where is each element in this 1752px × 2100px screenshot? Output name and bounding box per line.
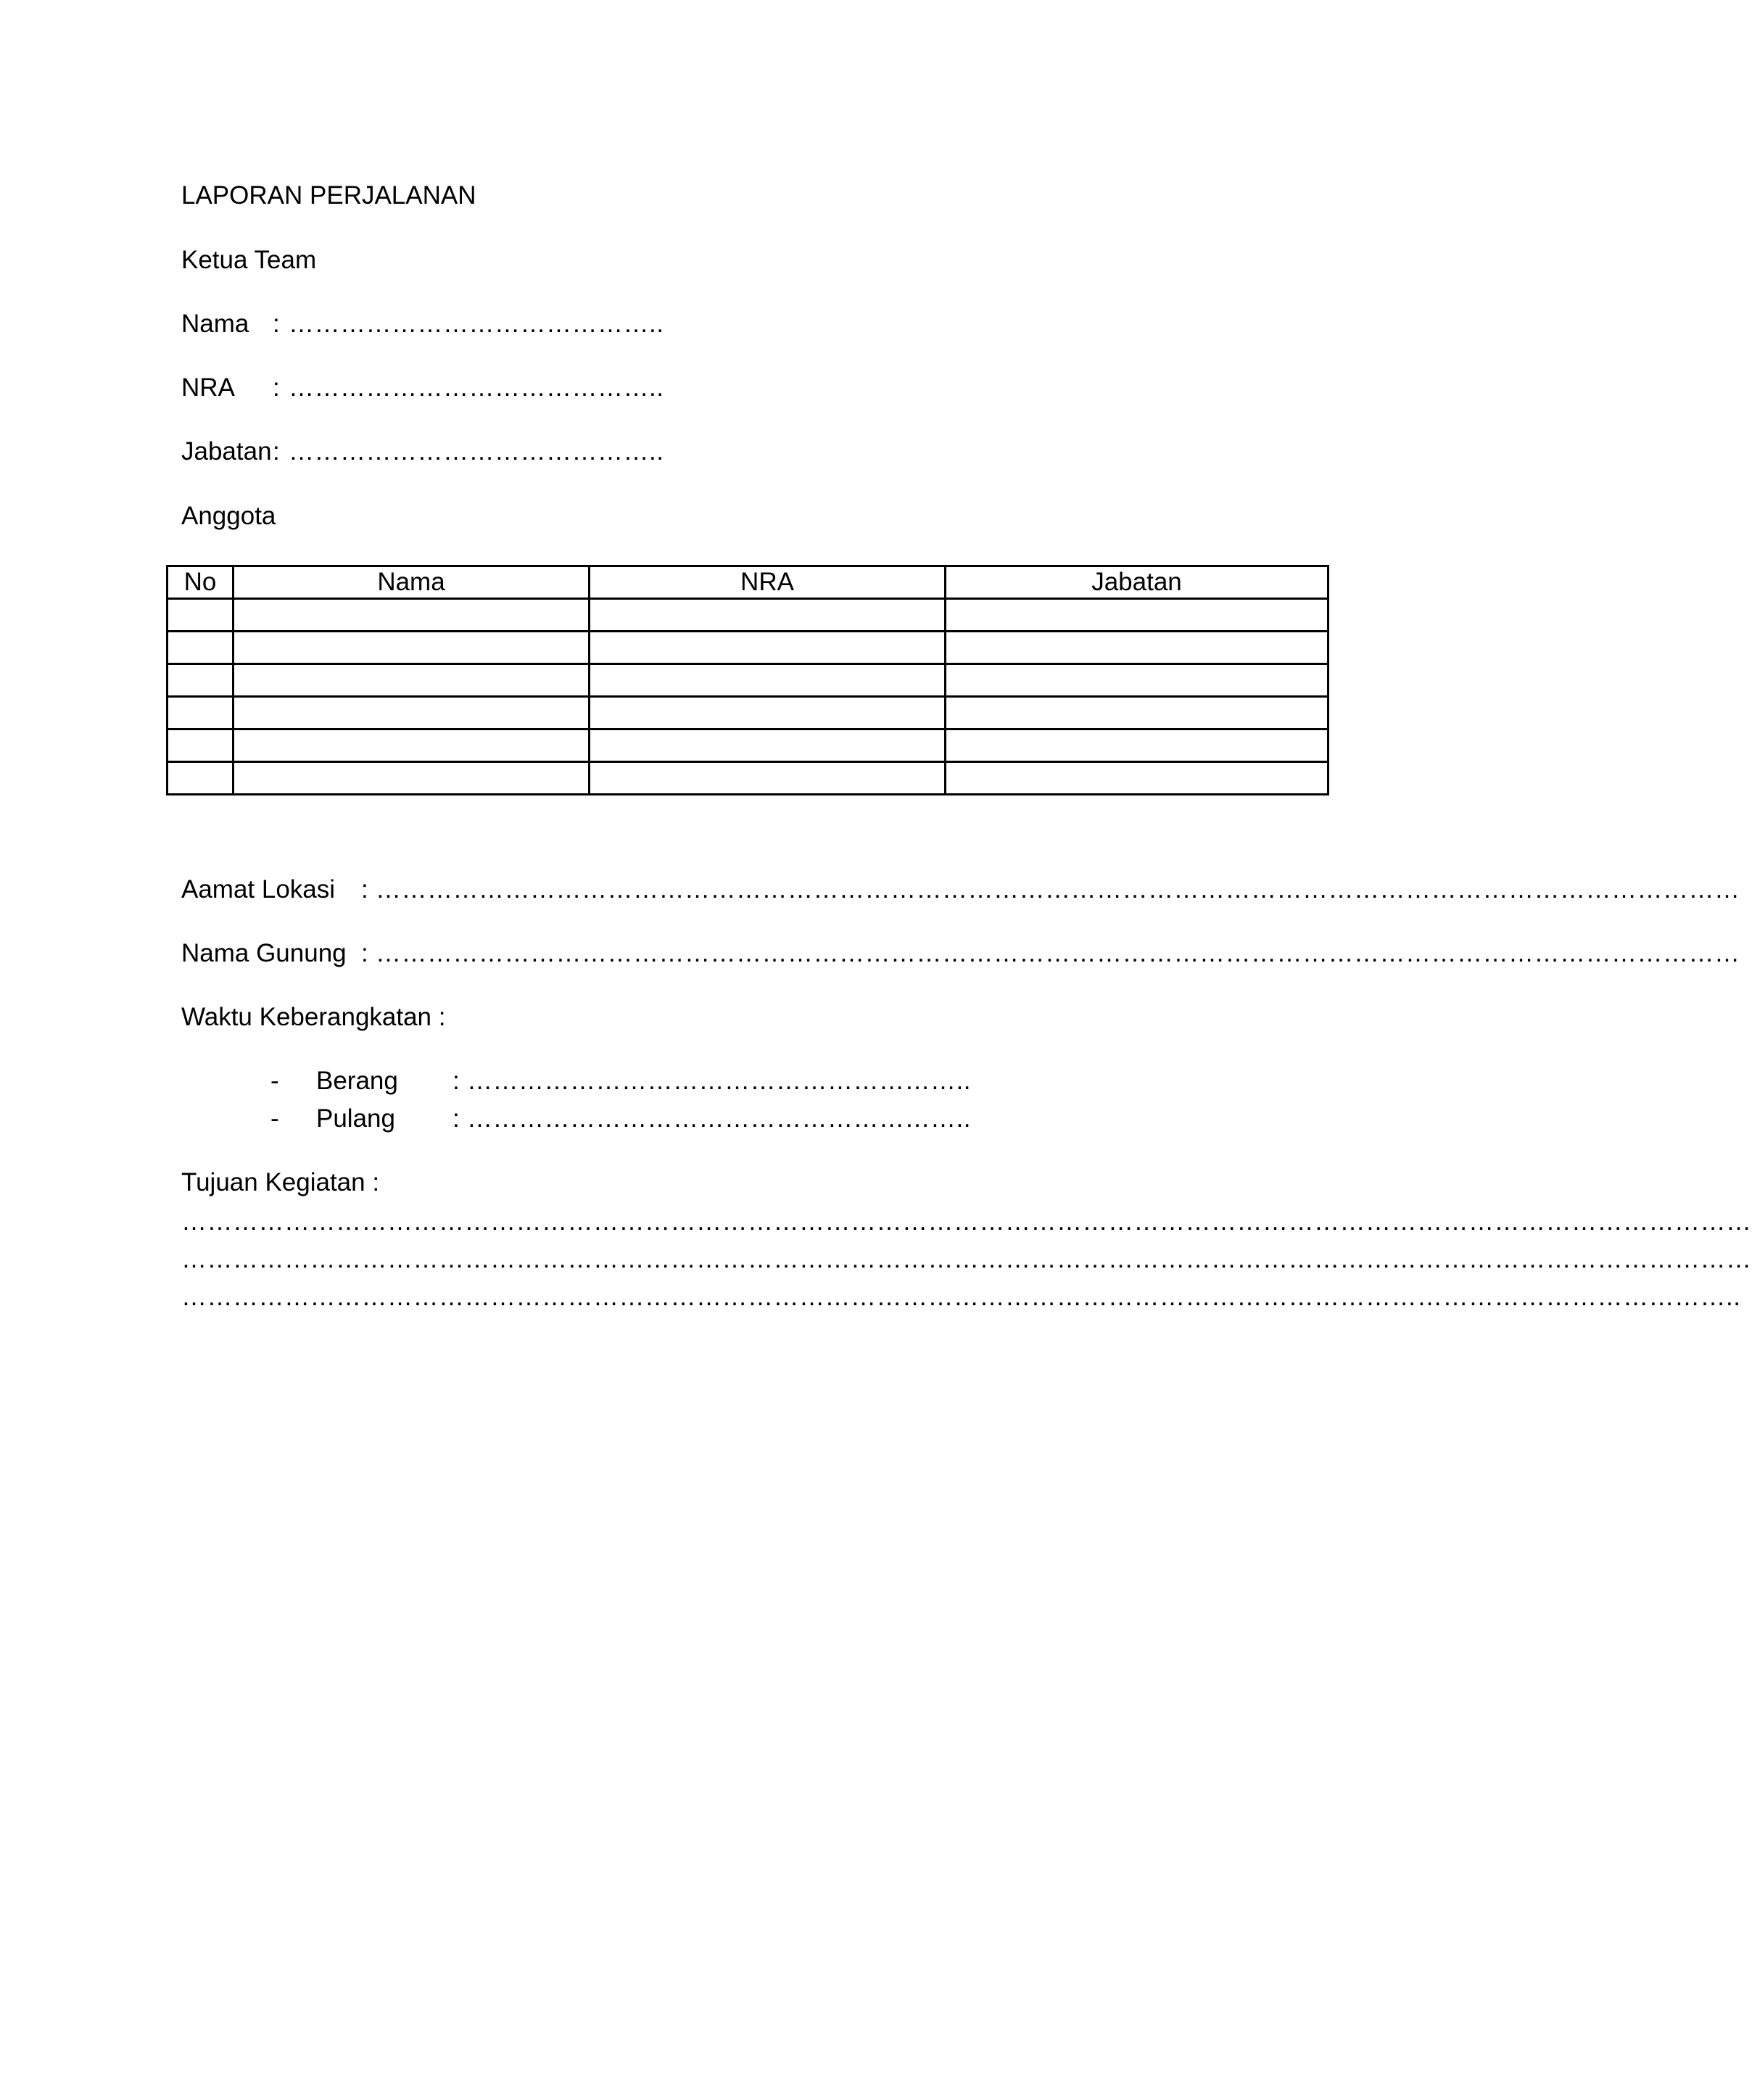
table-cell[interactable] bbox=[168, 632, 234, 664]
field-colon: : bbox=[361, 875, 368, 904]
table-cell[interactable] bbox=[946, 762, 1329, 795]
table-cell[interactable] bbox=[946, 599, 1329, 632]
table-header-row bbox=[168, 566, 1329, 599]
table-cell[interactable] bbox=[168, 762, 234, 795]
purpose-heading: Tujuan Kegiatan : bbox=[181, 1168, 380, 1196]
column-header-no: No bbox=[168, 566, 234, 599]
departure-dots[interactable]: ………………………………………………….. bbox=[467, 1067, 971, 1095]
report-title: LAPORAN PERJALANAN bbox=[181, 181, 476, 210]
table-cell[interactable] bbox=[590, 762, 946, 795]
mountain-dots[interactable]: …………………………………………………………………………………………………………………………………………… bbox=[376, 939, 1740, 967]
field-label: Nama bbox=[181, 310, 249, 338]
table-cell[interactable] bbox=[590, 697, 946, 729]
table-row bbox=[168, 729, 1329, 762]
table-cell[interactable] bbox=[946, 697, 1329, 729]
table-cell[interactable] bbox=[168, 599, 234, 632]
departure-heading: Waktu Keberangkatan : bbox=[181, 1003, 446, 1031]
mountain-label: Nama Gunung bbox=[181, 939, 347, 967]
table-cell[interactable] bbox=[590, 664, 946, 697]
field-label: Jabatan bbox=[181, 437, 272, 466]
table-row bbox=[168, 762, 1329, 795]
field-dots[interactable]: …………………………………….. bbox=[289, 373, 664, 402]
column-header-nra: NRA bbox=[590, 566, 946, 599]
table-row bbox=[168, 599, 1329, 632]
table-cell[interactable] bbox=[590, 632, 946, 664]
table-row bbox=[168, 697, 1329, 729]
departure-label: Pulang bbox=[316, 1104, 395, 1133]
table-cell[interactable] bbox=[590, 599, 946, 632]
purpose-line[interactable]: ………………………………………………………………………………………………………………………………………………………………… bbox=[181, 1245, 1752, 1273]
location-dots[interactable]: …………………………………………………………………………………………………………………………………………… bbox=[376, 875, 1740, 904]
table-row bbox=[168, 632, 1329, 664]
field-colon: : bbox=[273, 373, 280, 402]
members-table bbox=[166, 565, 1329, 795]
table-cell[interactable] bbox=[234, 599, 590, 632]
field-colon: : bbox=[273, 310, 280, 338]
table-cell[interactable] bbox=[168, 664, 234, 697]
table-cell[interactable] bbox=[234, 632, 590, 664]
table-cell[interactable] bbox=[234, 729, 590, 762]
purpose-line[interactable]: ………………………………………………………………………………………………………………………………………………………………… bbox=[181, 1207, 1752, 1236]
leader-heading: Ketua Team bbox=[181, 246, 317, 274]
table-cell[interactable] bbox=[234, 697, 590, 729]
table-cell[interactable] bbox=[946, 729, 1329, 762]
list-dash: - bbox=[270, 1104, 279, 1133]
table-cell[interactable] bbox=[234, 664, 590, 697]
table-row bbox=[168, 664, 1329, 697]
departure-dots[interactable]: ………………………………………………….. bbox=[467, 1104, 971, 1133]
table-cell[interactable] bbox=[946, 632, 1329, 664]
column-header-jabatan: Jabatan bbox=[946, 566, 1329, 599]
table-cell[interactable] bbox=[168, 729, 234, 762]
list-dash: - bbox=[270, 1067, 279, 1095]
column-header-nama: Nama bbox=[234, 566, 590, 599]
members-heading: Anggota bbox=[181, 502, 276, 530]
purpose-line[interactable]: ……………………………………………………………………………………………………………………………………………………………….. bbox=[181, 1283, 1741, 1311]
table-cell[interactable] bbox=[234, 762, 590, 795]
location-label: Aamat Lokasi bbox=[181, 875, 336, 904]
table-cell[interactable] bbox=[168, 697, 234, 729]
table-cell[interactable] bbox=[946, 664, 1329, 697]
field-colon: : bbox=[361, 939, 368, 967]
field-dots[interactable]: …………………………………….. bbox=[289, 437, 664, 466]
field-label: NRA bbox=[181, 373, 235, 402]
field-colon: : bbox=[273, 437, 280, 466]
field-colon: : bbox=[453, 1067, 460, 1095]
table-cell[interactable] bbox=[590, 729, 946, 762]
field-dots[interactable]: …………………………………….. bbox=[289, 310, 664, 338]
departure-label: Berang bbox=[316, 1067, 398, 1095]
field-colon: : bbox=[453, 1104, 460, 1133]
